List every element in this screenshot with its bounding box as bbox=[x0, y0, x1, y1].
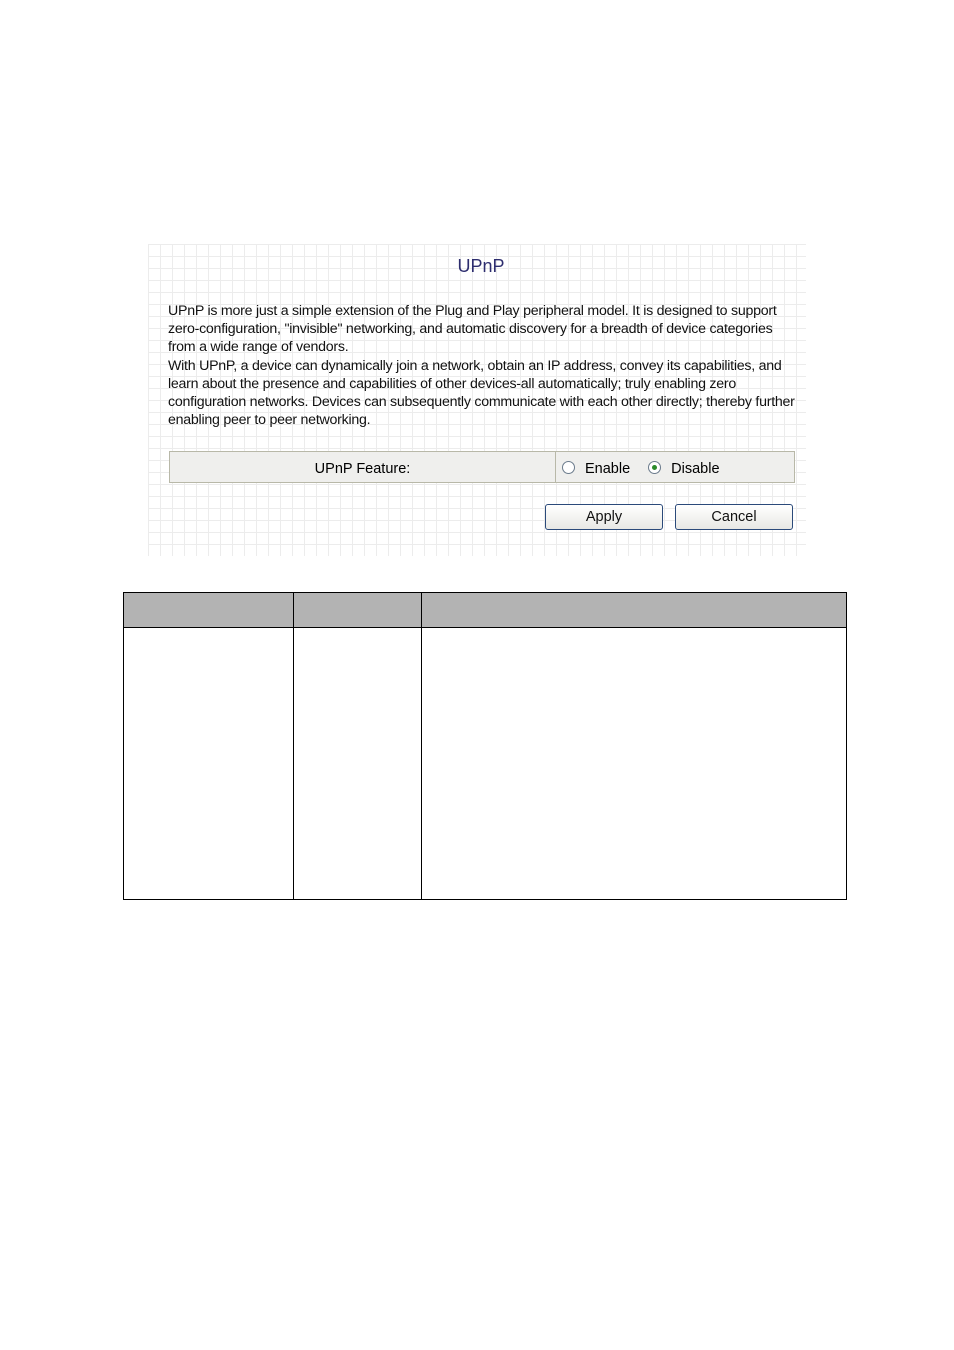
enable-option[interactable] bbox=[562, 461, 630, 477]
table-header-cell bbox=[422, 593, 847, 628]
page-title: UPnP bbox=[457, 256, 505, 276]
table-header-cell bbox=[294, 593, 422, 628]
enable-label: Enable bbox=[585, 461, 631, 477]
table-header-row bbox=[124, 593, 847, 628]
upnp-feature-row bbox=[169, 451, 795, 483]
parameter-table bbox=[123, 592, 847, 900]
disable-radio[interactable] bbox=[648, 461, 661, 474]
table-cell bbox=[294, 628, 422, 900]
upnp-settings-panel bbox=[148, 244, 806, 556]
enable-radio[interactable] bbox=[562, 461, 575, 474]
upnp-description bbox=[168, 302, 798, 429]
apply-button[interactable]: Apply bbox=[545, 504, 663, 530]
disable-option[interactable] bbox=[648, 461, 719, 477]
table-header-cell bbox=[124, 593, 294, 628]
disable-label: Disable bbox=[671, 461, 720, 477]
upnp-feature-options bbox=[556, 452, 794, 482]
table-cell bbox=[422, 628, 847, 900]
table-cell bbox=[124, 628, 294, 900]
description-paragraph-2: With UPnP, a device can dynamically join a network, obtain an IP address, convey its capabilities, and learn about the presence and capabilities of other devices-all automatically; truly enabling zero configuration networks. Devices can subsequently communicate with each other directly; thereby further enabling peer to peer networking. bbox=[168, 357, 795, 429]
table-row bbox=[124, 628, 847, 900]
description-paragraph-1: UPnP is more just a simple extension of the Plug and Play peripheral model. It is designed to support zero-configuration, "invisible" networking, and automatic discovery for a breadth of device categories from a wide range of vendors. bbox=[168, 303, 777, 356]
upnp-feature-label: UPnP Feature: bbox=[170, 452, 556, 482]
cancel-button[interactable]: Cancel bbox=[675, 504, 793, 530]
